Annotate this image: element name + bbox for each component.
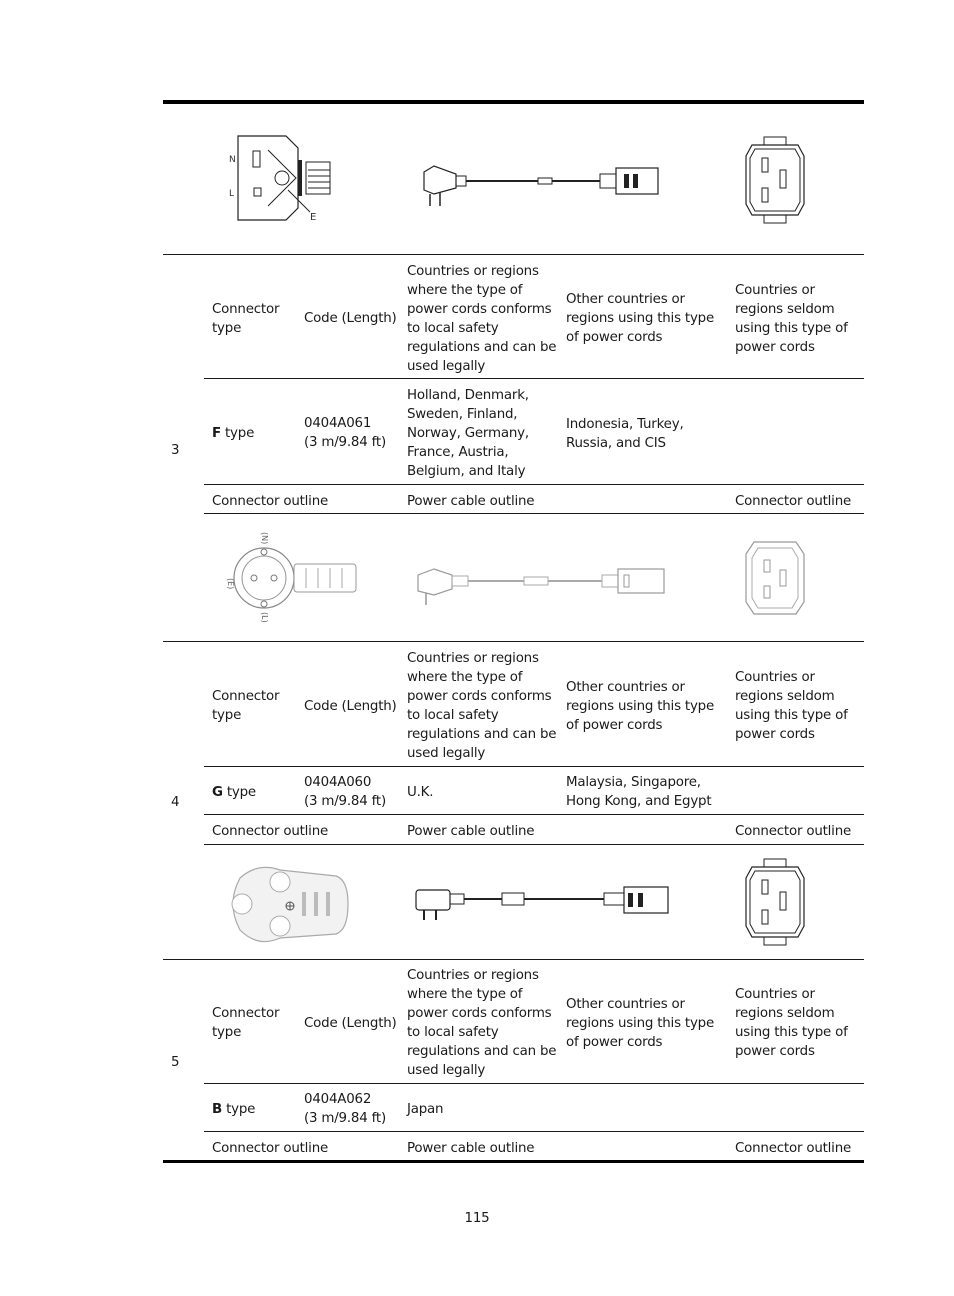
iec-connector-drawing-2 xyxy=(744,540,806,616)
row-3-connector-outline-label: Connector outline xyxy=(212,494,329,509)
row-3-other: Indonesia, Turkey, Russia, and CIS xyxy=(566,417,684,451)
header-countries-legal: Countries or regions where the type of power cords conforms to local safety regulations and can be used legally xyxy=(407,968,557,1078)
divider xyxy=(163,254,864,255)
top-rule xyxy=(163,100,864,104)
divider xyxy=(204,814,864,815)
type-f-cable-drawing xyxy=(414,565,666,607)
row-4-type-letter: G xyxy=(212,785,223,800)
header-code-length: Code (Length) xyxy=(304,699,397,714)
top-plug-e-label: E xyxy=(310,212,317,223)
row-4-code-value: 0404A060 xyxy=(304,775,372,790)
iec-connector-drawing-1 xyxy=(744,136,806,224)
header-connector-type: Connector type xyxy=(212,689,280,723)
header-connector-type: Connector type xyxy=(212,302,280,336)
f-plug-n-label: (N) xyxy=(260,532,269,545)
row-5-legal: Japan xyxy=(407,1102,444,1117)
header-countries-seldom: Countries or regions seldom using this type of power cords xyxy=(735,283,848,355)
header-countries-legal: Countries or regions where the type of power cords conforms to local safety regulations and can be used legally xyxy=(407,651,557,761)
divider xyxy=(204,766,864,767)
row-5-length: (3 m/9.84 ft) xyxy=(304,1111,386,1126)
row-4-connector-outline-label-2: Connector outline xyxy=(735,824,852,839)
f-plug-l-label: (L) xyxy=(260,612,269,623)
row-4-connector-type xyxy=(212,783,256,802)
row-4-length: (3 m/9.84 ft) xyxy=(304,794,386,809)
header-other-countries: Other countries or regions using this type of power cords xyxy=(566,997,715,1050)
type-f-plug-drawing xyxy=(222,530,362,630)
row-3-connector-type xyxy=(212,424,254,443)
header-other-countries: Other countries or regions using this type of power cords xyxy=(566,292,715,345)
type-g-plug-drawing xyxy=(218,858,358,950)
header-countries-legal: Countries or regions where the type of power cords conforms to local safety regulations and can be used legally xyxy=(407,264,557,374)
row-5-code xyxy=(304,1090,399,1128)
row-3-length: (3 m/9.84 ft) xyxy=(304,435,386,450)
row-3-connector-outline-label-2: Connector outline xyxy=(735,494,852,509)
row-3-code-value: 0404A061 xyxy=(304,416,372,431)
row-4-number: 4 xyxy=(171,795,180,810)
header-code-length: Code (Length) xyxy=(304,311,397,326)
type-e-plug-drawing xyxy=(226,130,336,225)
header-countries-seldom: Countries or regions seldom using this type of power cords xyxy=(735,987,848,1059)
divider xyxy=(204,378,864,379)
type-suffix: type xyxy=(222,1102,256,1117)
divider xyxy=(204,484,864,485)
header-countries-seldom: Countries or regions seldom using this type of power cords xyxy=(735,670,848,742)
type-suffix: type xyxy=(220,426,255,441)
row-4-code xyxy=(304,773,399,811)
row-3-number: 3 xyxy=(171,443,180,458)
row-5-type-letter: B xyxy=(212,1102,223,1117)
row-5-connector-type xyxy=(212,1100,255,1119)
row-4-legal: U.K. xyxy=(407,785,434,800)
top-plug-n-label: N xyxy=(229,155,236,165)
divider xyxy=(204,844,864,845)
divider xyxy=(163,959,864,960)
type-suffix: type xyxy=(222,785,256,800)
iec-connector-drawing-3 xyxy=(744,858,806,946)
type-g-cable-drawing xyxy=(414,882,670,922)
header-connector-type: Connector type xyxy=(212,1006,280,1040)
row-3-code xyxy=(304,414,399,452)
type-e-cable-drawing xyxy=(420,160,662,210)
f-plug-e-label: (E) xyxy=(226,578,235,590)
row-4-other: Malaysia, Singapore, Hong Kong, and Egypt xyxy=(566,775,712,809)
divider xyxy=(163,641,864,642)
row-5-connector-outline-label-2: Connector outline xyxy=(735,1141,852,1156)
top-plug-l-label: L xyxy=(229,189,235,199)
row-3-power-cable-outline-label: Power cable outline xyxy=(407,494,535,509)
row-4-power-cable-outline-label: Power cable outline xyxy=(407,824,535,839)
row-5-power-cable-outline-label: Power cable outline xyxy=(407,1141,535,1156)
row-5-number: 5 xyxy=(171,1055,180,1070)
header-other-countries: Other countries or regions using this type of power cords xyxy=(566,680,715,733)
header-code-length: Code (Length) xyxy=(304,1016,397,1031)
page-number: 115 xyxy=(464,1211,490,1226)
bottom-rule xyxy=(163,1160,864,1163)
row-3-legal: Holland, Denmark, Sweden, Finland, Norway, Germany, France, Austria, Belgium, and Italy xyxy=(407,388,529,479)
divider xyxy=(204,1131,864,1132)
divider xyxy=(204,513,864,514)
row-5-connector-outline-label: Connector outline xyxy=(212,1141,329,1156)
row-3-type-letter: F xyxy=(212,426,221,441)
row-4-connector-outline-label: Connector outline xyxy=(212,824,329,839)
row-5-code-value: 0404A062 xyxy=(304,1092,372,1107)
divider xyxy=(204,1083,864,1084)
